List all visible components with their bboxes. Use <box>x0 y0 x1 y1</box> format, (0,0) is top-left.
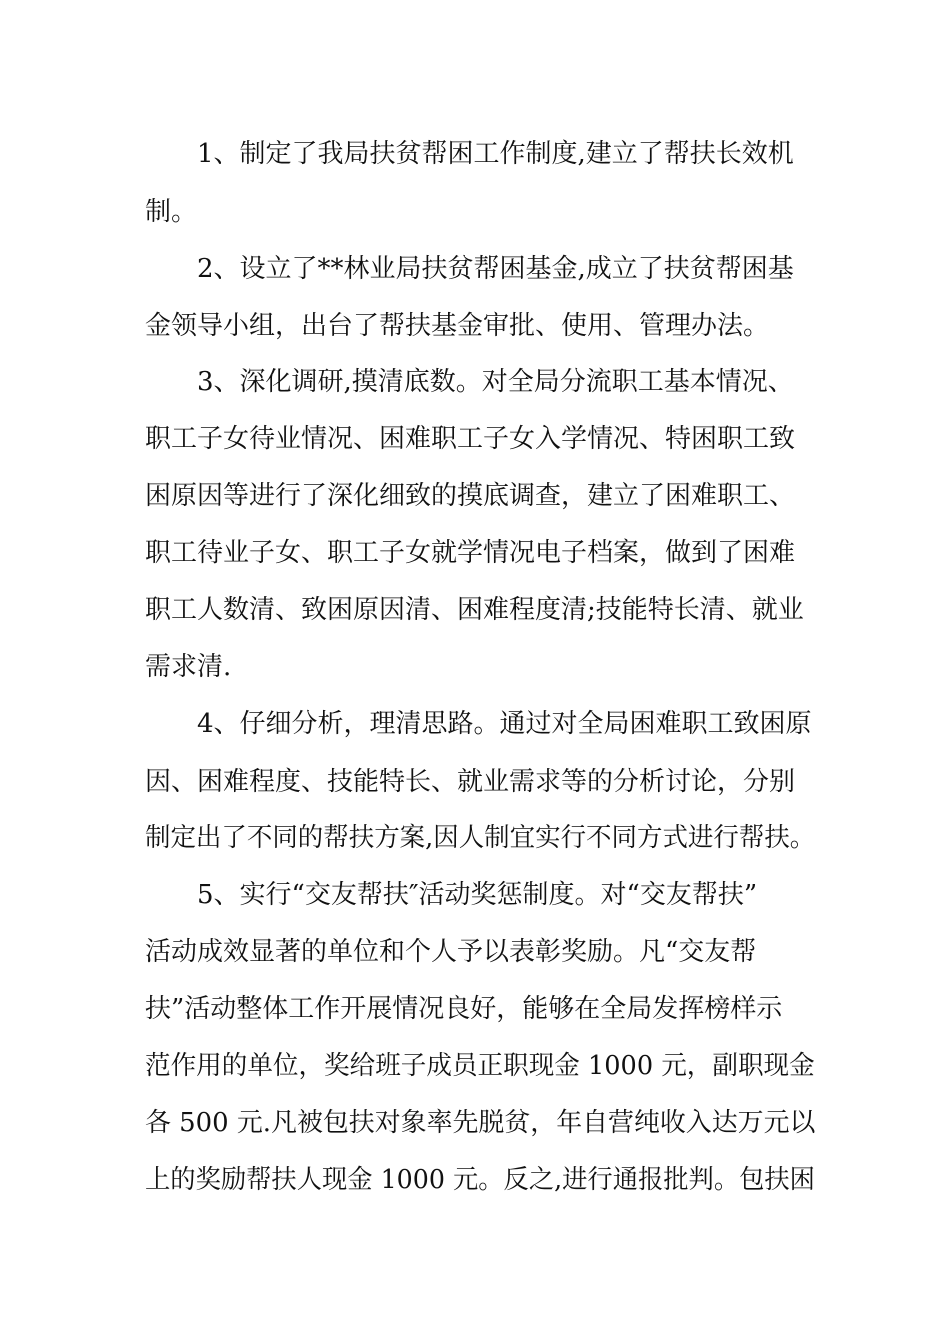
paragraph-3-line-2: 职工子女待业情况、困难职工子女入学情况、特困职工致 <box>145 424 796 454</box>
paragraph-1-line-1: 1、制定了我局扶贫帮困工作制度,建立了帮扶长效机 <box>197 139 794 169</box>
paragraph-3-line-6: 需求清. <box>145 652 232 682</box>
paragraph-2-line-1: 2、设立了**林业局扶贫帮困基金,成立了扶贫帮困基 <box>197 254 794 284</box>
paragraph-5-line-5: 各 500 元.凡被包扶对象率先脱贫，年自营纯收入达万元以 <box>145 1108 816 1138</box>
paragraph-3-line-1: 3、深化调研,摸清底数。对全局分流职工基本情况、 <box>197 367 794 397</box>
paragraph-3-line-3: 困原因等进行了深化细致的摸底调查，建立了困难职工、 <box>145 481 796 511</box>
paragraph-5-line-4: 范作用的单位，奖给班子成员正职现金 1000 元，副职现金 <box>145 1051 815 1081</box>
paragraph-5-line-2: 活动成效显著的单位和个人予以表彰奖励。凡“交友帮 <box>145 937 757 967</box>
paragraph-1-line-2: 制。 <box>145 197 198 227</box>
paragraph-4-line-1: 4、仔细分析，理清思路。通过对全局困难职工致困原 <box>197 709 812 739</box>
paragraph-3-line-5: 职工人数清、致困原因清、困难程度清;技能特长清、就业 <box>145 595 804 625</box>
paragraph-4-line-3: 制定出了不同的帮扶方案,因人制宜实行不同方式进行帮扶。 <box>145 823 816 853</box>
paragraph-2-line-2: 金领导小组，出台了帮扶基金审批、使用、管理办法。 <box>145 311 770 341</box>
paragraph-4-line-2: 因、困难程度、技能特长、就业需求等的分析讨论，分别 <box>145 767 796 797</box>
paragraph-5-line-1: 5、实行“交友帮扶″活动奖惩制度。对“交友帮扶” <box>197 880 758 910</box>
paragraph-5-line-3: 扶”活动整体工作开展情况良好，能够在全局发挥榜样示 <box>145 994 783 1024</box>
paragraph-3-line-4: 职工待业子女、职工子女就学情况电子档案，做到了困难 <box>145 538 796 568</box>
paragraph-5-line-6: 上的奖励帮扶人现金 1000 元。反之,进行通报批判。包扶困 <box>145 1165 815 1195</box>
